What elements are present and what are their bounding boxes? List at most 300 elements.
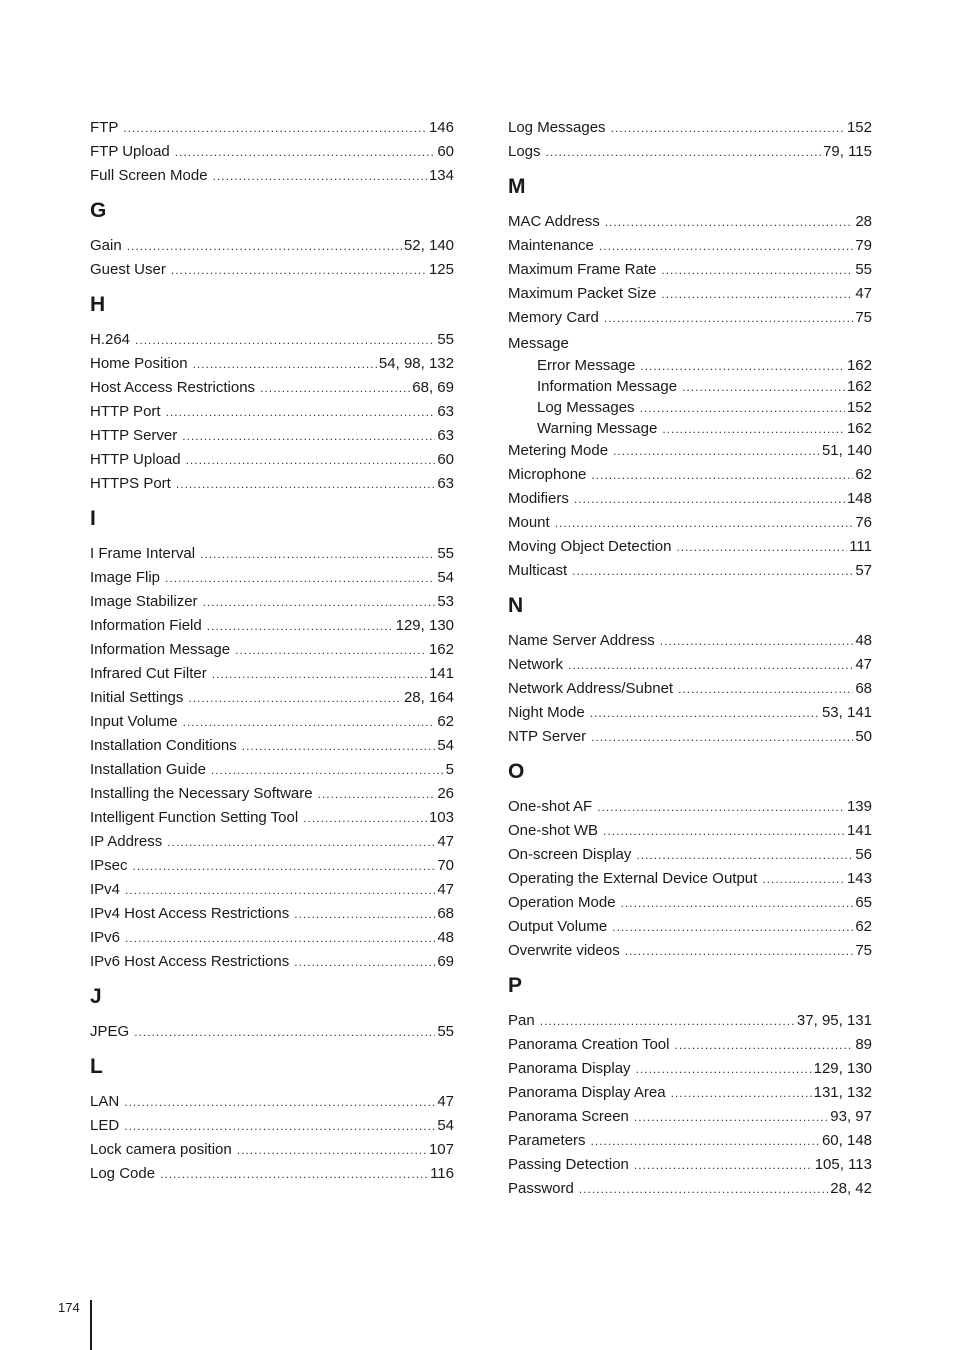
dot-leader bbox=[591, 463, 853, 487]
index-entry bbox=[508, 258, 872, 282]
dot-leader bbox=[612, 915, 853, 939]
index-column-left bbox=[90, 116, 454, 1186]
index-term: Information Message bbox=[90, 641, 231, 658]
index-entry bbox=[508, 795, 872, 819]
index-term: Warning Message bbox=[537, 420, 658, 437]
index-term: Metering Mode bbox=[508, 442, 609, 459]
index-pages: 5 bbox=[445, 761, 454, 778]
index-entry bbox=[508, 1033, 872, 1057]
index-entry bbox=[90, 328, 454, 352]
index-entry bbox=[508, 234, 872, 258]
index-entry bbox=[508, 463, 872, 487]
index-entry bbox=[508, 333, 872, 355]
index-entry bbox=[90, 926, 454, 950]
index-term: Intelligent Function Setting Tool bbox=[90, 809, 299, 826]
index-entry bbox=[90, 376, 454, 400]
dot-leader bbox=[634, 1153, 813, 1177]
index-entry bbox=[508, 939, 872, 963]
index-entry bbox=[90, 352, 454, 376]
index-entry bbox=[90, 878, 454, 902]
index-entry bbox=[90, 686, 454, 710]
dot-leader bbox=[611, 116, 845, 140]
index-pages: 125 bbox=[428, 261, 454, 278]
index-entry bbox=[508, 653, 872, 677]
index-pages: 68 bbox=[437, 905, 454, 922]
index-pages: 69 bbox=[437, 953, 454, 970]
dot-leader bbox=[671, 1081, 812, 1105]
index-entry bbox=[508, 306, 872, 330]
dot-leader bbox=[171, 258, 427, 282]
index-pages: 141 bbox=[428, 665, 454, 682]
index-pages: 139 bbox=[846, 798, 872, 815]
index-pages: 53 bbox=[437, 593, 454, 610]
index-term: Name Server Address bbox=[508, 632, 655, 649]
index-pages: 54 bbox=[437, 569, 454, 586]
dot-leader bbox=[678, 677, 853, 701]
index-entry bbox=[508, 915, 872, 939]
dot-leader bbox=[621, 891, 854, 915]
index-entry bbox=[508, 701, 872, 725]
dot-leader bbox=[604, 306, 853, 330]
index-term: Maximum Frame Rate bbox=[508, 261, 657, 278]
index-term: Infrared Cut Filter bbox=[90, 665, 207, 682]
index-pages: 107 bbox=[428, 1141, 454, 1158]
index-term: Memory Card bbox=[508, 309, 599, 326]
dot-leader bbox=[175, 140, 436, 164]
index-term: JPEG bbox=[90, 1023, 130, 1040]
index-term: Panorama Display bbox=[508, 1060, 631, 1077]
index-entry bbox=[90, 566, 454, 590]
index-term: Microphone bbox=[508, 466, 587, 483]
index-entry bbox=[508, 1009, 872, 1033]
index-section bbox=[90, 199, 454, 282]
index-term: Full Screen Mode bbox=[90, 167, 208, 184]
index-term: HTTP Server bbox=[90, 427, 178, 444]
index-term: Log Messages bbox=[508, 119, 606, 136]
dot-leader bbox=[640, 356, 845, 376]
index-term: Parameters bbox=[508, 1132, 586, 1149]
index-term: Panorama Screen bbox=[508, 1108, 629, 1125]
index-entry bbox=[90, 448, 454, 472]
dot-leader bbox=[540, 1009, 795, 1033]
index-pages: 28 bbox=[855, 213, 872, 230]
index-entry bbox=[90, 140, 454, 164]
dot-leader bbox=[636, 1057, 812, 1081]
index-pages: 28, 42 bbox=[830, 1180, 872, 1197]
index-entry bbox=[90, 782, 454, 806]
index-term: Mount bbox=[508, 514, 550, 531]
index-pages: 54 bbox=[437, 1117, 454, 1134]
index-entry bbox=[508, 1129, 872, 1153]
index-term: Overwrite videos bbox=[508, 942, 620, 959]
index-entry bbox=[508, 819, 872, 843]
dot-leader bbox=[203, 590, 436, 614]
index-entry bbox=[508, 1081, 872, 1105]
index-entry bbox=[90, 1114, 454, 1138]
index-pages: 89 bbox=[855, 1036, 872, 1053]
dot-leader bbox=[574, 487, 845, 511]
index-pages: 47 bbox=[855, 285, 872, 302]
index-entry bbox=[90, 902, 454, 926]
index-subentry bbox=[508, 355, 872, 376]
index-term: IPsec bbox=[90, 857, 128, 874]
page-number: 174 bbox=[58, 1300, 80, 1315]
dot-leader bbox=[640, 398, 845, 418]
index-term: LAN bbox=[90, 1093, 120, 1110]
dot-leader bbox=[555, 511, 854, 535]
index-term: Multicast bbox=[508, 562, 568, 579]
index-term: Password bbox=[508, 1180, 574, 1197]
index-term: One-shot WB bbox=[508, 822, 599, 839]
index-term: Information Message bbox=[537, 378, 678, 395]
dot-leader bbox=[634, 1105, 828, 1129]
index-entry bbox=[90, 258, 454, 282]
dot-leader bbox=[167, 830, 435, 854]
index-section bbox=[90, 116, 454, 188]
index-entry bbox=[90, 1138, 454, 1162]
index-term: Message bbox=[508, 335, 569, 352]
index-pages: 47 bbox=[855, 656, 872, 673]
index-term: Pan bbox=[508, 1012, 535, 1029]
index-term: Log Messages bbox=[537, 399, 635, 416]
index-term: Installation Guide bbox=[90, 761, 206, 778]
index-section bbox=[508, 760, 872, 963]
dot-leader bbox=[237, 1138, 427, 1162]
dot-leader bbox=[661, 258, 853, 282]
index-pages: 68, 69 bbox=[412, 379, 454, 396]
index-term: Output Volume bbox=[508, 918, 608, 935]
dot-leader bbox=[591, 1129, 820, 1153]
index-pages: 146 bbox=[428, 119, 454, 136]
index-section bbox=[90, 293, 454, 496]
index-section bbox=[508, 974, 872, 1201]
index-pages: 63 bbox=[437, 427, 454, 444]
index-entry bbox=[90, 1090, 454, 1114]
index-pages: 47 bbox=[437, 833, 454, 850]
index-pages: 62 bbox=[855, 918, 872, 935]
index-section bbox=[90, 985, 454, 1044]
index-term: MAC Address bbox=[508, 213, 600, 230]
index-entry bbox=[90, 424, 454, 448]
index-entry bbox=[90, 472, 454, 496]
index-entry bbox=[508, 891, 872, 915]
index-pages: 68 bbox=[855, 680, 872, 697]
index-term: Passing Detection bbox=[508, 1156, 629, 1173]
index-subentry bbox=[508, 376, 872, 397]
index-term: FTP Upload bbox=[90, 143, 170, 160]
index-entry bbox=[90, 1020, 454, 1044]
index-term: Host Access Restrictions bbox=[90, 379, 256, 396]
dot-leader bbox=[661, 282, 853, 306]
index-entry bbox=[508, 1153, 872, 1177]
index-entry bbox=[508, 677, 872, 701]
index-term: NTP Server bbox=[508, 728, 587, 745]
index-term: Network bbox=[508, 656, 564, 673]
dot-leader bbox=[133, 854, 436, 878]
index-pages: 76 bbox=[855, 514, 872, 531]
index-entry bbox=[508, 843, 872, 867]
index-entry bbox=[508, 535, 872, 559]
index-pages: 47 bbox=[437, 881, 454, 898]
index-term: H.264 bbox=[90, 331, 131, 348]
index-section bbox=[90, 507, 454, 974]
section-letter: J bbox=[90, 985, 102, 1008]
dot-leader bbox=[572, 559, 853, 583]
index-term: I Frame Interval bbox=[90, 545, 196, 562]
index-pages: 141 bbox=[846, 822, 872, 839]
index-entry bbox=[508, 140, 872, 164]
dot-leader bbox=[188, 686, 402, 710]
index-pages: 56 bbox=[855, 846, 872, 863]
index-pages: 105, 113 bbox=[814, 1156, 872, 1173]
section-letter: O bbox=[508, 760, 525, 783]
index-pages: 55 bbox=[437, 1023, 454, 1040]
dot-leader bbox=[294, 950, 435, 974]
index-pages: 48 bbox=[855, 632, 872, 649]
index-term: Image Flip bbox=[90, 569, 161, 586]
index-entry bbox=[90, 662, 454, 686]
dot-leader bbox=[134, 1020, 435, 1044]
index-entry bbox=[90, 758, 454, 782]
index-term: Installation Conditions bbox=[90, 737, 237, 754]
index-entry bbox=[90, 234, 454, 258]
index-pages: 26 bbox=[437, 785, 454, 802]
section-letter: P bbox=[508, 974, 523, 997]
dot-leader bbox=[762, 867, 845, 891]
dot-leader bbox=[182, 424, 435, 448]
dot-leader bbox=[599, 234, 853, 258]
section-letter: L bbox=[90, 1055, 103, 1078]
index-entry bbox=[90, 116, 454, 140]
index-pages: 134 bbox=[428, 167, 454, 184]
index-pages: 75 bbox=[855, 309, 872, 326]
index-pages: 162 bbox=[846, 378, 872, 395]
index-pages: 55 bbox=[437, 545, 454, 562]
index-term: Guest User bbox=[90, 261, 166, 278]
index-term: IP Address bbox=[90, 833, 163, 850]
index-column-right bbox=[508, 116, 872, 1201]
index-entry bbox=[90, 614, 454, 638]
index-term: Logs bbox=[508, 143, 541, 160]
index-entry bbox=[508, 1105, 872, 1129]
index-pages: 103 bbox=[428, 809, 454, 826]
index-term: Input Volume bbox=[90, 713, 178, 730]
index-pages: 162 bbox=[846, 420, 872, 437]
index-entry bbox=[508, 559, 872, 583]
index-entry bbox=[90, 806, 454, 830]
dot-leader bbox=[591, 725, 853, 749]
dot-leader bbox=[546, 140, 822, 164]
dot-leader bbox=[213, 164, 427, 188]
index-entry bbox=[90, 638, 454, 662]
dot-leader bbox=[183, 710, 436, 734]
dot-leader bbox=[211, 758, 444, 782]
dot-leader bbox=[303, 806, 427, 830]
dot-leader bbox=[579, 1177, 828, 1201]
index-section bbox=[508, 594, 872, 749]
dot-leader bbox=[636, 843, 853, 867]
dot-leader bbox=[597, 795, 845, 819]
dot-leader bbox=[125, 926, 435, 950]
index-term: Initial Settings bbox=[90, 689, 184, 706]
index-pages: 79, 115 bbox=[823, 143, 872, 160]
index-term: IPv6 bbox=[90, 929, 121, 946]
index-pages: 152 bbox=[846, 399, 872, 416]
index-entry bbox=[508, 282, 872, 306]
index-pages: 50 bbox=[855, 728, 872, 745]
dot-leader bbox=[318, 782, 436, 806]
index-term: Moving Object Detection bbox=[508, 538, 672, 555]
index-term: Log Code bbox=[90, 1165, 156, 1182]
index-pages: 93, 97 bbox=[830, 1108, 872, 1125]
section-letter: H bbox=[90, 293, 106, 316]
index-term: LED bbox=[90, 1117, 120, 1134]
index-pages: 57 bbox=[855, 562, 872, 579]
dot-leader bbox=[124, 1114, 435, 1138]
index-pages: 28, 164 bbox=[403, 689, 454, 706]
index-subentry bbox=[508, 418, 872, 439]
index-pages: 60 bbox=[437, 143, 454, 160]
dot-leader bbox=[200, 542, 435, 566]
index-term: IPv4 Host Access Restrictions bbox=[90, 905, 290, 922]
index-term: Maximum Packet Size bbox=[508, 285, 657, 302]
dot-leader bbox=[207, 614, 394, 638]
index-entry bbox=[508, 511, 872, 535]
index-term: Installing the Necessary Software bbox=[90, 785, 313, 802]
dot-leader bbox=[242, 734, 436, 758]
index-term: IPv6 Host Access Restrictions bbox=[90, 953, 290, 970]
dot-leader bbox=[186, 448, 436, 472]
dot-leader bbox=[235, 638, 427, 662]
dot-leader bbox=[165, 566, 435, 590]
index-term: Image Stabilizer bbox=[90, 593, 198, 610]
index-term: HTTP Port bbox=[90, 403, 161, 420]
dot-leader bbox=[124, 1090, 435, 1114]
index-term: Gain bbox=[90, 237, 122, 254]
index-term: Panorama Display Area bbox=[508, 1084, 666, 1101]
dot-leader bbox=[590, 701, 820, 725]
index-term: Information Field bbox=[90, 617, 202, 634]
index-entry bbox=[90, 950, 454, 974]
dot-leader bbox=[674, 1033, 853, 1057]
index-term: Network Address/Subnet bbox=[508, 680, 674, 697]
section-letter: I bbox=[90, 507, 96, 530]
index-term: Night Mode bbox=[508, 704, 585, 721]
index-pages: 55 bbox=[437, 331, 454, 348]
index-pages: 152 bbox=[846, 119, 872, 136]
index-entry bbox=[90, 830, 454, 854]
dot-leader bbox=[676, 535, 847, 559]
index-pages: 116 bbox=[430, 1165, 454, 1182]
index-term: Operating the External Device Output bbox=[508, 870, 758, 887]
index-pages: 51, 140 bbox=[821, 442, 872, 459]
index-entry bbox=[90, 164, 454, 188]
dot-leader bbox=[682, 377, 845, 397]
index-entry bbox=[508, 487, 872, 511]
index-pages: 37, 95, 131 bbox=[796, 1012, 872, 1029]
index-entry bbox=[508, 1177, 872, 1201]
index-pages: 129, 130 bbox=[813, 1060, 872, 1077]
dot-leader bbox=[660, 629, 854, 653]
index-pages: 131, 132 bbox=[813, 1084, 872, 1101]
index-entry bbox=[508, 1057, 872, 1081]
index-entry bbox=[508, 116, 872, 140]
index-entry bbox=[508, 725, 872, 749]
index-entry bbox=[508, 867, 872, 891]
index-pages: 63 bbox=[437, 475, 454, 492]
index-term: On-screen Display bbox=[508, 846, 632, 863]
index-section bbox=[90, 1055, 454, 1186]
section-letter: G bbox=[90, 199, 107, 222]
dot-leader bbox=[127, 234, 402, 258]
index-term: HTTP Upload bbox=[90, 451, 181, 468]
dot-leader bbox=[176, 472, 435, 496]
dot-leader bbox=[193, 352, 377, 376]
dot-leader bbox=[135, 328, 435, 352]
index-section bbox=[508, 116, 872, 164]
dot-leader bbox=[603, 819, 845, 843]
index-pages: 79 bbox=[855, 237, 872, 254]
index-term: HTTPS Port bbox=[90, 475, 171, 492]
index-pages: 63 bbox=[437, 403, 454, 420]
index-pages: 48 bbox=[437, 929, 454, 946]
index-pages: 62 bbox=[437, 713, 454, 730]
index-subentry bbox=[508, 397, 872, 418]
index-term: Maintenance bbox=[508, 237, 594, 254]
index-term: Lock camera position bbox=[90, 1141, 232, 1158]
index-entry bbox=[90, 590, 454, 614]
index-pages: 148 bbox=[846, 490, 872, 507]
section-letter: N bbox=[508, 594, 524, 617]
index-entry bbox=[90, 734, 454, 758]
index-entry bbox=[90, 400, 454, 424]
index-pages: 60, 148 bbox=[821, 1132, 872, 1149]
index-entry bbox=[508, 210, 872, 234]
section-letter: M bbox=[508, 175, 526, 198]
index-pages: 60 bbox=[437, 451, 454, 468]
index-entry bbox=[90, 1162, 454, 1186]
index-pages: 54 bbox=[437, 737, 454, 754]
index-pages: 52, 140 bbox=[403, 237, 454, 254]
index-pages: 111 bbox=[849, 538, 872, 555]
dot-leader bbox=[260, 376, 410, 400]
dot-leader bbox=[125, 878, 435, 902]
index-pages: 53, 141 bbox=[821, 704, 872, 721]
index-entry bbox=[90, 710, 454, 734]
index-pages: 70 bbox=[437, 857, 454, 874]
index-section bbox=[508, 175, 872, 583]
dot-leader bbox=[160, 1162, 428, 1186]
index-pages: 62 bbox=[855, 466, 872, 483]
dot-leader bbox=[166, 400, 436, 424]
index-pages: 143 bbox=[846, 870, 872, 887]
index-term: FTP bbox=[90, 119, 119, 136]
index-term: Panorama Creation Tool bbox=[508, 1036, 670, 1053]
index-entry bbox=[90, 542, 454, 566]
index-pages: 162 bbox=[428, 641, 454, 658]
dot-leader bbox=[212, 662, 427, 686]
dot-leader bbox=[613, 439, 820, 463]
dot-leader bbox=[123, 116, 427, 140]
index-pages: 55 bbox=[855, 261, 872, 278]
dot-leader bbox=[662, 419, 845, 439]
dot-leader bbox=[568, 653, 853, 677]
dot-leader bbox=[294, 902, 435, 926]
index-term: One-shot AF bbox=[508, 798, 593, 815]
page-number-rule bbox=[90, 1300, 92, 1350]
index-term: IPv4 bbox=[90, 881, 121, 898]
index-term: Error Message bbox=[537, 357, 636, 374]
